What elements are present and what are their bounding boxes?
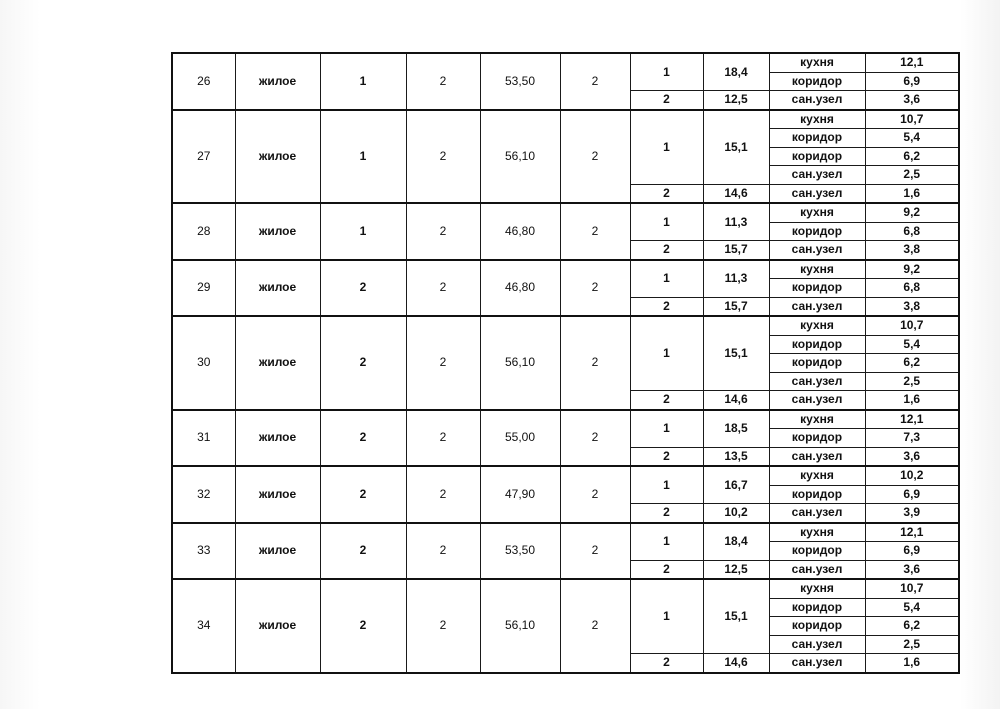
total-area-cell: 46,80 <box>480 203 560 260</box>
auxiliary-room-name-cell: коридор <box>769 617 865 636</box>
auxiliary-room-name-cell: сан.узел <box>769 560 865 579</box>
total-area-cell: 53,50 <box>480 53 560 110</box>
auxiliary-room-name-cell: кухня <box>769 260 865 279</box>
auxiliary-room-name-cell: коридор <box>769 222 865 241</box>
premises-type-cell: жилое <box>235 203 320 260</box>
floor-cell: 2 <box>320 260 406 317</box>
room-number-cell: 2 <box>630 184 703 203</box>
auxiliary-room-area-cell: 10,7 <box>865 579 959 598</box>
table-body <box>172 53 959 673</box>
auxiliary-room-area-cell: 3,9 <box>865 504 959 523</box>
room-area-cell: 15,1 <box>703 579 769 654</box>
room-number-cell: 2 <box>630 504 703 523</box>
table-row <box>172 260 959 279</box>
column-six-cell: 2 <box>560 523 630 580</box>
auxiliary-room-name-cell: сан.узел <box>769 447 865 466</box>
floor-cell: 2 <box>320 523 406 580</box>
auxiliary-room-name-cell: кухня <box>769 466 865 485</box>
room-area-cell: 11,3 <box>703 203 769 241</box>
auxiliary-room-area-cell: 3,6 <box>865 447 959 466</box>
room-number-cell: 2 <box>630 560 703 579</box>
floor-cell: 2 <box>320 410 406 467</box>
auxiliary-room-name-cell: коридор <box>769 147 865 166</box>
auxiliary-room-name-cell: коридор <box>769 335 865 354</box>
apartment-number-cell: 27 <box>172 110 235 204</box>
auxiliary-room-name-cell: кухня <box>769 110 865 129</box>
room-area-cell: 18,5 <box>703 410 769 448</box>
auxiliary-room-area-cell: 6,9 <box>865 485 959 504</box>
auxiliary-room-area-cell: 2,5 <box>865 372 959 391</box>
room-number-cell: 2 <box>630 654 703 673</box>
premises-type-cell: жилое <box>235 110 320 204</box>
room-area-cell: 18,4 <box>703 523 769 561</box>
room-area-cell: 18,4 <box>703 53 769 91</box>
apartment-number-cell: 29 <box>172 260 235 317</box>
rooms-count-cell: 2 <box>406 316 480 410</box>
room-number-cell: 2 <box>630 241 703 260</box>
room-area-cell: 15,1 <box>703 316 769 391</box>
room-area-cell: 14,6 <box>703 654 769 673</box>
apartment-number-cell: 32 <box>172 466 235 523</box>
auxiliary-room-name-cell: сан.узел <box>769 391 865 410</box>
auxiliary-room-name-cell: сан.узел <box>769 241 865 260</box>
apartment-number-cell: 28 <box>172 203 235 260</box>
auxiliary-room-area-cell: 1,6 <box>865 654 959 673</box>
room-area-cell: 14,6 <box>703 391 769 410</box>
rooms-count-cell: 2 <box>406 110 480 204</box>
room-number-cell: 2 <box>630 297 703 316</box>
auxiliary-room-area-cell: 3,8 <box>865 241 959 260</box>
premises-type-cell: жилое <box>235 316 320 410</box>
auxiliary-room-area-cell: 1,6 <box>865 184 959 203</box>
apartment-number-cell: 26 <box>172 53 235 110</box>
room-number-cell: 1 <box>630 203 703 241</box>
floor-cell: 1 <box>320 53 406 110</box>
auxiliary-room-name-cell: сан.узел <box>769 654 865 673</box>
auxiliary-room-name-cell: коридор <box>769 429 865 448</box>
room-area-cell: 12,5 <box>703 560 769 579</box>
auxiliary-room-area-cell: 5,4 <box>865 598 959 617</box>
auxiliary-room-name-cell: коридор <box>769 485 865 504</box>
room-number-cell: 1 <box>630 579 703 654</box>
rooms-count-cell: 2 <box>406 466 480 523</box>
auxiliary-room-name-cell: кухня <box>769 523 865 542</box>
auxiliary-room-name-cell: кухня <box>769 53 865 72</box>
auxiliary-room-area-cell: 3,8 <box>865 297 959 316</box>
room-area-cell: 15,1 <box>703 110 769 185</box>
table-row <box>172 523 959 542</box>
auxiliary-room-area-cell: 9,2 <box>865 203 959 222</box>
auxiliary-room-name-cell: коридор <box>769 129 865 148</box>
auxiliary-room-area-cell: 2,5 <box>865 166 959 185</box>
auxiliary-room-area-cell: 5,4 <box>865 129 959 148</box>
auxiliary-room-area-cell: 10,7 <box>865 110 959 129</box>
total-area-cell: 56,10 <box>480 110 560 204</box>
premises-type-cell: жилое <box>235 260 320 317</box>
auxiliary-room-name-cell: коридор <box>769 279 865 298</box>
table-row <box>172 53 959 72</box>
room-number-cell: 1 <box>630 260 703 298</box>
auxiliary-room-name-cell: сан.узел <box>769 166 865 185</box>
table-row <box>172 579 959 598</box>
auxiliary-room-area-cell: 10,7 <box>865 316 959 335</box>
table-row <box>172 203 959 222</box>
room-area-cell: 13,5 <box>703 447 769 466</box>
auxiliary-room-name-cell: сан.узел <box>769 91 865 110</box>
apartment-number-cell: 33 <box>172 523 235 580</box>
total-area-cell: 56,10 <box>480 316 560 410</box>
auxiliary-room-area-cell: 7,3 <box>865 429 959 448</box>
premises-type-cell: жилое <box>235 53 320 110</box>
auxiliary-room-name-cell: коридор <box>769 542 865 561</box>
column-six-cell: 2 <box>560 316 630 410</box>
table-row <box>172 466 959 485</box>
rooms-count-cell: 2 <box>406 260 480 317</box>
room-area-cell: 16,7 <box>703 466 769 504</box>
table-row <box>172 110 959 129</box>
column-six-cell: 2 <box>560 260 630 317</box>
auxiliary-room-name-cell: кухня <box>769 316 865 335</box>
auxiliary-room-area-cell: 6,9 <box>865 542 959 561</box>
column-six-cell: 2 <box>560 53 630 110</box>
apartment-number-cell: 34 <box>172 579 235 673</box>
auxiliary-room-name-cell: кухня <box>769 203 865 222</box>
room-number-cell: 1 <box>630 410 703 448</box>
rooms-count-cell: 2 <box>406 410 480 467</box>
auxiliary-room-area-cell: 6,2 <box>865 147 959 166</box>
auxiliary-room-area-cell: 6,9 <box>865 72 959 91</box>
auxiliary-room-area-cell: 5,4 <box>865 335 959 354</box>
total-area-cell: 46,80 <box>480 260 560 317</box>
auxiliary-room-area-cell: 6,8 <box>865 222 959 241</box>
auxiliary-room-name-cell: кухня <box>769 410 865 429</box>
total-area-cell: 55,00 <box>480 410 560 467</box>
rooms-count-cell: 2 <box>406 53 480 110</box>
auxiliary-room-area-cell: 12,1 <box>865 523 959 542</box>
auxiliary-room-area-cell: 6,2 <box>865 354 959 373</box>
auxiliary-room-area-cell: 6,8 <box>865 279 959 298</box>
room-number-cell: 2 <box>630 391 703 410</box>
room-number-cell: 2 <box>630 447 703 466</box>
floor-cell: 1 <box>320 203 406 260</box>
room-number-cell: 2 <box>630 91 703 110</box>
column-six-cell: 2 <box>560 579 630 673</box>
auxiliary-room-name-cell: сан.узел <box>769 504 865 523</box>
auxiliary-room-name-cell: сан.узел <box>769 372 865 391</box>
column-six-cell: 2 <box>560 110 630 204</box>
premises-type-cell: жилое <box>235 523 320 580</box>
auxiliary-room-area-cell: 9,2 <box>865 260 959 279</box>
auxiliary-room-area-cell: 6,2 <box>865 617 959 636</box>
auxiliary-room-area-cell: 3,6 <box>865 560 959 579</box>
auxiliary-room-name-cell: коридор <box>769 354 865 373</box>
auxiliary-room-name-cell: коридор <box>769 72 865 91</box>
auxiliary-room-name-cell: сан.узел <box>769 297 865 316</box>
table-row <box>172 410 959 429</box>
room-area-cell: 15,7 <box>703 297 769 316</box>
auxiliary-room-name-cell: коридор <box>769 598 865 617</box>
room-number-cell: 1 <box>630 110 703 185</box>
room-number-cell: 1 <box>630 523 703 561</box>
floor-cell: 2 <box>320 316 406 410</box>
auxiliary-room-name-cell: сан.узел <box>769 635 865 654</box>
room-number-cell: 1 <box>630 316 703 391</box>
room-area-cell: 12,5 <box>703 91 769 110</box>
column-six-cell: 2 <box>560 203 630 260</box>
floor-cell: 2 <box>320 579 406 673</box>
rooms-count-cell: 2 <box>406 523 480 580</box>
room-number-cell: 1 <box>630 53 703 91</box>
premises-type-cell: жилое <box>235 579 320 673</box>
auxiliary-room-name-cell: сан.узел <box>769 184 865 203</box>
room-area-cell: 10,2 <box>703 504 769 523</box>
auxiliary-room-area-cell: 2,5 <box>865 635 959 654</box>
auxiliary-room-area-cell: 12,1 <box>865 410 959 429</box>
total-area-cell: 56,10 <box>480 579 560 673</box>
total-area-cell: 53,50 <box>480 523 560 580</box>
column-six-cell: 2 <box>560 410 630 467</box>
room-number-cell: 1 <box>630 466 703 504</box>
premises-table <box>171 52 960 674</box>
table-row <box>172 316 959 335</box>
auxiliary-room-area-cell: 1,6 <box>865 391 959 410</box>
auxiliary-room-area-cell: 10,2 <box>865 466 959 485</box>
auxiliary-room-area-cell: 12,1 <box>865 53 959 72</box>
room-area-cell: 11,3 <box>703 260 769 298</box>
rooms-count-cell: 2 <box>406 203 480 260</box>
rooms-count-cell: 2 <box>406 579 480 673</box>
apartment-number-cell: 31 <box>172 410 235 467</box>
floor-cell: 2 <box>320 466 406 523</box>
total-area-cell: 47,90 <box>480 466 560 523</box>
floor-cell: 1 <box>320 110 406 204</box>
premises-type-cell: жилое <box>235 466 320 523</box>
auxiliary-room-name-cell: кухня <box>769 579 865 598</box>
apartment-number-cell: 30 <box>172 316 235 410</box>
premises-type-cell: жилое <box>235 410 320 467</box>
room-area-cell: 15,7 <box>703 241 769 260</box>
room-area-cell: 14,6 <box>703 184 769 203</box>
auxiliary-room-area-cell: 3,6 <box>865 91 959 110</box>
column-six-cell: 2 <box>560 466 630 523</box>
